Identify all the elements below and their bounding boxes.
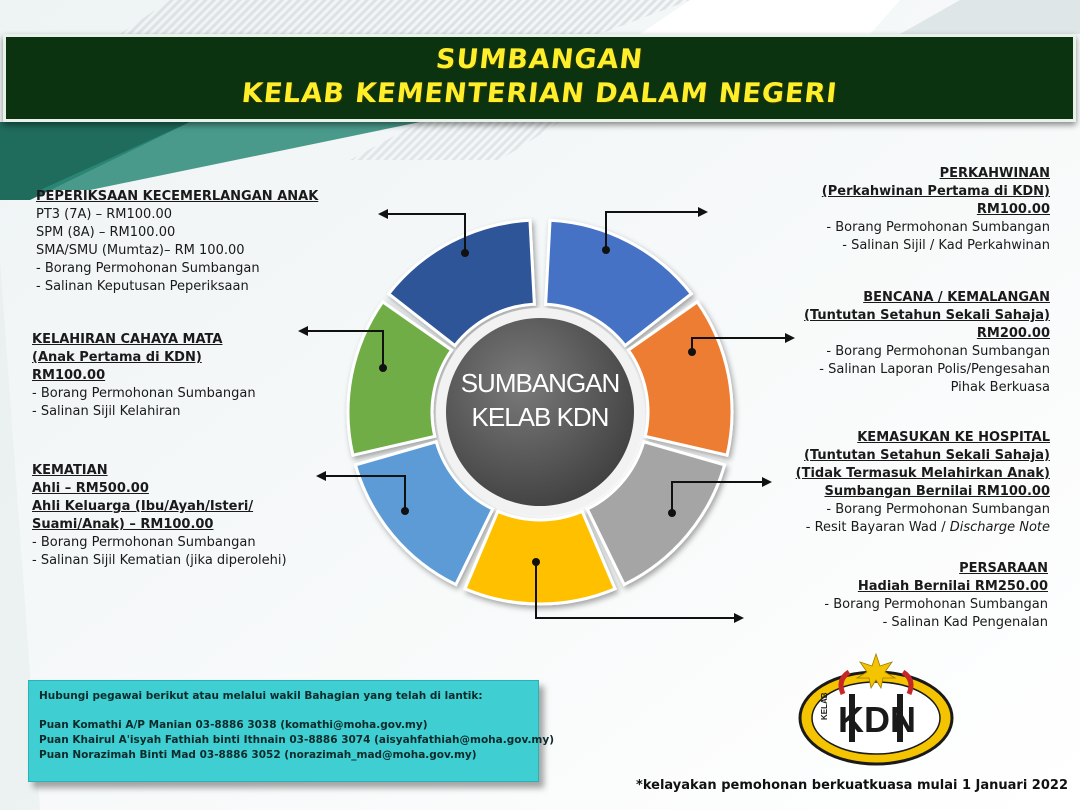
contact-box <box>28 680 555 782</box>
peperiksaan-line: PT3 (7A) – RM100.00 <box>36 207 172 222</box>
eligibility-footnote: *kelayakan pemohonan berkuatkuasa mulai 1 Januari 2022 <box>636 778 1068 793</box>
header-title-line2: KELAB KEMENTERIAN DALAM NEGERI <box>240 78 839 109</box>
peperiksaan-line: SPM (8A) – RM100.00 <box>36 225 176 240</box>
connector-hospital-arrowhead <box>762 477 772 487</box>
perkahwinan-line: - Salinan Sijil / Kad Perkahwinan <box>842 238 1050 253</box>
kelahiran-line: - Salinan Sijil Kelahiran <box>32 404 181 419</box>
kelahiran-amount: RM100.00 <box>32 368 106 383</box>
perkahwinan-title: PERKAHWINAN <box>939 166 1050 181</box>
connector-persaraan-arrowhead <box>734 613 744 623</box>
kelahiran-block <box>32 331 256 421</box>
connector-hospital-dot <box>668 509 676 517</box>
persaraan-line: - Salinan Kad Pengenalan <box>882 615 1048 630</box>
peperiksaan-block <box>36 188 318 296</box>
contact-person: Puan Komathi A/P Manian 03-8886 3038 (komathi@moha.gov.my) <box>39 719 428 731</box>
hospital-sub-1: (Tuntutan Setahun Sekali Sahaja) <box>804 448 1050 463</box>
contact-person: Puan Norazimah Binti Mad 03-8886 3052 (norazimah_mad@moha.gov.my) <box>39 749 477 761</box>
kematian-line: - Salinan Sijil Kematian (jika diperolehi) <box>32 553 287 568</box>
peperiksaan-title: PEPERIKSAAN KECEMERLANGAN ANAK <box>36 189 319 204</box>
bencana-sub: (Tuntutan Setahun Sekali Sahaja) <box>804 308 1050 323</box>
hospital-line-2-prefix: - Resit Bayaran Wad / <box>805 520 950 535</box>
persaraan-amount: Hadiah Bernilai RM250.00 <box>857 579 1048 594</box>
perkahwinan-block <box>822 165 1050 255</box>
kelahiran-sub: (Anak Pertama di KDN) <box>32 350 202 365</box>
kematian-ahli: Ahli – RM500.00 <box>32 481 149 496</box>
persaraan-title: PERSARAAN <box>959 561 1048 576</box>
kelahiran-title: KELAHIRAN CAHAYA MATA <box>32 332 223 347</box>
header-title-line1: SUMBANGAN <box>434 44 645 75</box>
wheel-segment-bottom <box>465 511 615 604</box>
contact-intro: Hubungi pegawai berikut atau melalui wakil Bahagian yang telah di lantik: <box>39 690 483 702</box>
kematian-keluarga-1: Ahli Keluarga (Ibu/Ayah/Isteri/ <box>32 499 254 514</box>
kematian-block <box>32 462 287 570</box>
connector-perkahwinan-arrowhead <box>698 207 708 217</box>
connector-kelahiran-arrowhead <box>298 326 308 336</box>
bencana-line: - Salinan Laporan Polis/Pengesahan <box>819 362 1050 377</box>
connector-kematian-arrowhead <box>316 471 326 481</box>
bencana-amount: RM200.00 <box>976 326 1050 341</box>
peperiksaan-line: - Borang Permohonan Sumbangan <box>36 261 260 276</box>
kematian-line: - Borang Permohonan Sumbangan <box>32 535 256 550</box>
wheel-center-label <box>448 366 632 434</box>
hospital-title: KEMASUKAN KE HOSPITAL <box>857 430 1050 445</box>
kematian-keluarga-2: Suami/Anak) – RM100.00 <box>32 517 214 532</box>
logo-side-text: KELAB <box>820 692 829 720</box>
peperiksaan-line: - Salinan Keputusan Peperiksaan <box>36 279 249 294</box>
connector-peperiksaan-dot <box>461 249 469 257</box>
bencana-line: - Borang Permohonan Sumbangan <box>826 344 1050 359</box>
perkahwinan-amount: RM100.00 <box>976 202 1050 217</box>
contact-person: Puan Khairul A'isyah Fathiah binti Ithnain 03-8886 3074 (aisyahfathiah@moha.gov.my) <box>39 734 555 746</box>
hospital-sub-2: (Tidak Termasuk Melahirkan Anak) <box>795 466 1050 481</box>
kematian-title: KEMATIAN <box>32 463 108 478</box>
wheel-center-line1: SUMBANGAN <box>460 368 620 398</box>
connector-peperiksaan-arrowhead <box>378 209 388 219</box>
connector-persaraan-dot <box>532 558 540 566</box>
wheel-center-line2: KELAB KDN <box>471 402 609 432</box>
perkahwinan-sub: (Perkahwinan Pertama di KDN) <box>821 184 1050 199</box>
persaraan-line: - Borang Permohonan Sumbangan <box>824 597 1048 612</box>
hospital-line-2-italic: Discharge Note <box>949 520 1050 535</box>
logo-text: KDN <box>838 699 916 740</box>
bencana-line: Pihak Berkuasa <box>950 380 1050 395</box>
hospital-amount: Sumbangan Bernilai RM100.00 <box>824 484 1050 499</box>
hospital-block <box>796 429 1050 537</box>
connector-bencana-dot <box>688 348 696 356</box>
peperiksaan-line: SMA/SMU (Mumtaz)– RM 100.00 <box>36 243 245 258</box>
persaraan-block <box>824 560 1048 632</box>
hospital-line-1: - Borang Permohonan Sumbangan <box>826 502 1050 517</box>
hospital-line-2 <box>796 519 1050 537</box>
connector-bencana-arrowhead <box>785 333 795 343</box>
connector-kelahiran-dot <box>379 364 387 372</box>
connector-perkahwinan-dot <box>602 246 610 254</box>
bencana-block <box>804 289 1050 397</box>
kelab-kdn-logo <box>797 650 955 770</box>
perkahwinan-line: - Borang Permohonan Sumbangan <box>826 220 1050 235</box>
connector-kematian-dot <box>401 507 409 515</box>
bencana-title: BENCANA / KEMALANGAN <box>863 290 1050 305</box>
kelahiran-line: - Borang Permohonan Sumbangan <box>32 386 256 401</box>
